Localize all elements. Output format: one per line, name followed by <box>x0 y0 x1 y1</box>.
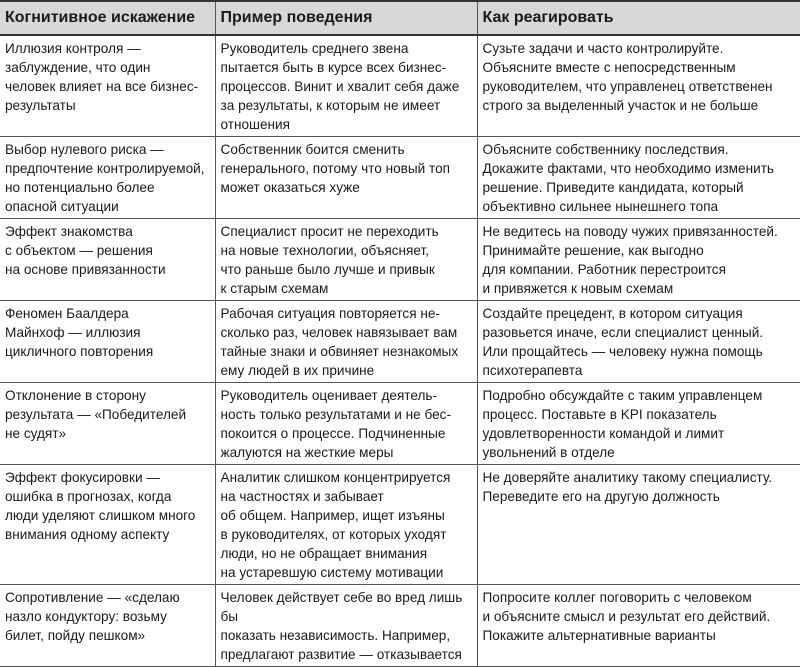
header-response: Как реагировать <box>477 1 800 35</box>
example-cell: Человек действует себе во вред лишь бы показать независимость. Например, предлагают развитие — отказывается <box>215 585 477 667</box>
example-cell: Аналитик слишком концентрируется на частностях и забывает об общем. Например, ищет изъяны в руководителях, от которых уходят люди, но не обращает внимания на устаревшую систему мотивации <box>215 465 477 585</box>
header-row <box>0 1 800 35</box>
example-cell: Руководитель оценивает деятель- ность только результатами и не бес- покоится о процессе. Подчиненные жалуются на жесткие меры <box>215 383 477 465</box>
response-cell: Создайте прецедент, в котором ситуация разовьется иначе, если специалист ценный. Или прощайтесь — человеку нужна помощь психотерапевта <box>477 301 800 383</box>
bias-cell: Выбор нулевого риска — предпочтение контролируемой, но потенциально более опасной ситуации <box>0 137 215 219</box>
example-cell: Руководитель среднего звена пытается быть в курсе всех бизнес- процессов. Винит и хвалит себя даже за результаты, к которым не имеет отношения <box>215 35 477 137</box>
bias-cell: Отклонение в сторону результата — «Победителей не судят» <box>0 383 215 465</box>
response-cell: Не ведитесь на поводу чужих привязанностей. Принимайте решение, как выгодно для компании. Работник перестроится и привяжется к новым схемам <box>477 219 800 301</box>
table-row <box>0 465 800 585</box>
response-cell: Попросите коллег поговорить с человеком и объясните смысл и результат его действий. Покажите альтернативные варианты <box>477 585 800 667</box>
table-row <box>0 585 800 667</box>
bias-cell: Иллюзия контроля — заблуждение, что один человек влияет на все бизнес- результаты <box>0 35 215 137</box>
bias-cell: Эффект знакомства с объектом — решения на основе привязанности <box>0 219 215 301</box>
example-cell: Собственник боится сменить генерального, потому что новый топ может оказаться хуже <box>215 137 477 219</box>
bias-cell: Сопротивление — «сделаю назло кондуктору: возьму билет, пойду пешком» <box>0 585 215 667</box>
table-row <box>0 35 800 137</box>
table-row <box>0 383 800 465</box>
table-row <box>0 301 800 383</box>
bias-cell: Феномен Баалдера Майнхоф — иллюзия цикличного повторения <box>0 301 215 383</box>
response-cell: Сузьте задачи и часто контролируйте. Объясните вместе с непосредственным руководителем, что управленец ответственен строго за выделенный участок и не больше <box>477 35 800 137</box>
table-row <box>0 219 800 301</box>
response-cell: Подробно обсуждайте с таким управленцем процесс. Поставьте в KPI показатель удовлетворенности командой и лимит увольнений в отделе <box>477 383 800 465</box>
header-example: Пример поведения <box>215 1 477 35</box>
example-cell: Специалист просит не переходить на новые технологии, объясняет, что раньше было лучше и привык к старым схемам <box>215 219 477 301</box>
example-cell: Рабочая ситуация повторяется не- сколько раз, человек навязывает вам тайные знаки и обвиняет незнакомых ему людей в их причине <box>215 301 477 383</box>
header-bias: Когнитивное искажение <box>0 1 215 35</box>
response-cell: Не доверяйте аналитику такому специалисту. Переведите его на другую должность <box>477 465 800 585</box>
table-row <box>0 137 800 219</box>
response-cell: Объясните собственнику последствия. Докажите фактами, что необходимо изменить решение. Приведите кандидата, который объективно сильнее нынешнего топа <box>477 137 800 219</box>
bias-cell: Эффект фокусировки — ошибка в прогнозах, когда люди уделяют слишком много внимания одному аспекту <box>0 465 215 585</box>
